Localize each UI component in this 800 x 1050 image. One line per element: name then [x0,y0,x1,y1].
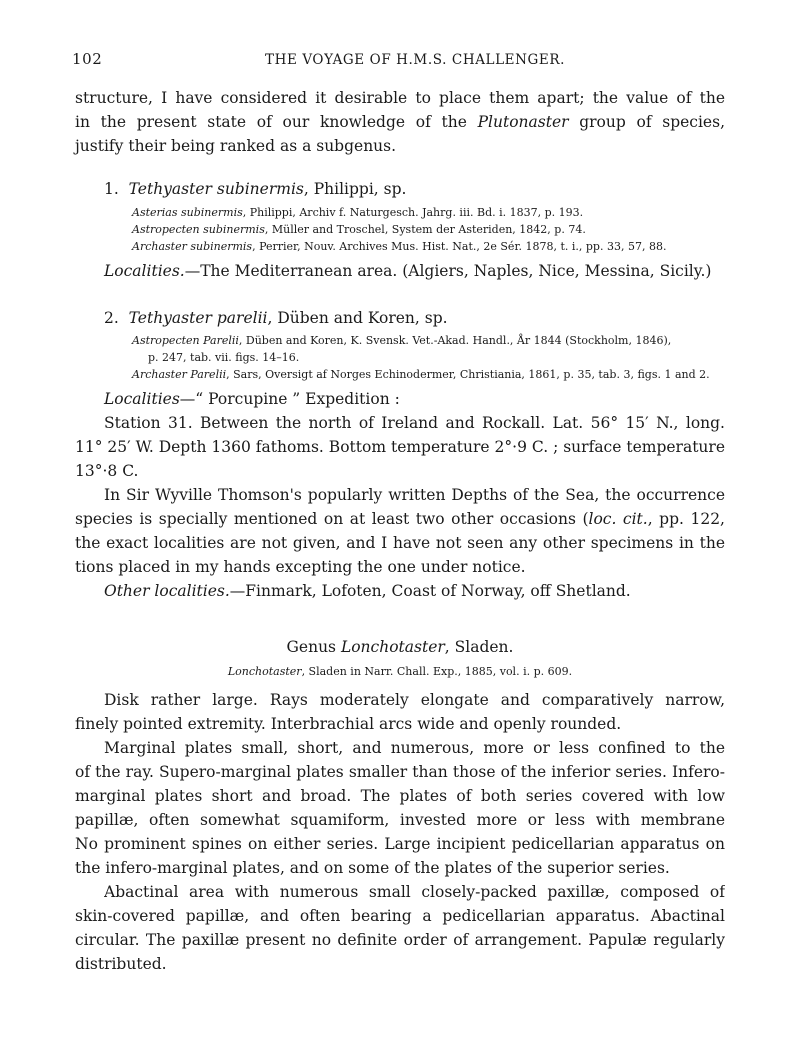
species-1-ref-2: Astropecten subinermis, Müller and Troschel, System der Asteriden, 1842, p. 74. [132,223,586,236]
genus-reference: Lonchotaster, Sladen in Narr. Chall. Exp., 1885, vol. i. p. 609. [227,665,573,678]
species-2-localities: Localities—“ Porcupine ” Expedition : [104,390,400,408]
species-2-para-line-3: the exact localities are not given, and I have not seen any other specimens in the [75,534,725,552]
species-2-name: Tethyaster parelii [128,309,268,327]
genus-p2-line-6: the infero-marginal plates, and on some of the plates of the superior series. [75,859,670,877]
page-number: 102 [72,50,103,68]
species-1-ref-3: Archaster subinermis, Perrier, Nouv. Archives Mus. Hist. Nat., 2e Sér. 1878, t. i., pp. 33, 57, 88. [132,240,667,253]
species-2-ref-1-cont: p. 247, tab. vii. figs. 14–16. [148,351,300,364]
genus-title: Genus Lonchotaster, Sladen. [286,638,514,656]
species-2-para-line-2: species is specially mentioned on at least two other occasions (loc. cit., pp. 122, [75,510,725,528]
station-line-3: 13°·8 C. [75,462,139,480]
species-1-name: Tethyaster subinermis [128,180,304,198]
genus-name-italic: Plutonaster [477,113,569,131]
intro-line-3: justify their being ranked as a subgenus. [75,137,397,155]
species-1-ref-1: Asterias subinermis, Philippi, Archiv f. Naturgesch. Jahrg. iii. Bd. i. 1837, p. 193. [132,206,584,219]
genus-p1-line-2: finely pointed extremity. Interbrachial arcs wide and openly rounded. [75,715,622,733]
species-2-para-line-4: tions placed in my hands excepting the one under notice. [75,558,526,576]
species-1-heading: 1. Tethyaster subinermis, Philippi, sp. [104,180,407,198]
running-title: THE VOYAGE OF H.M.S. CHALLENGER. [265,52,566,68]
genus-p2-line-1: Marginal plates small, short, and numerous, more or less confined to the [104,739,725,757]
genus-p3-line-2: skin-covered papillæ, and often bearing a pedicellarian apparatus. Abactinal [75,907,725,925]
species-2-para-line-1: In Sir Wyville Thomson's popularly written Depths of the Sea, the occurrence [104,486,725,504]
genus-p3-line-1: Abactinal area with numerous small closely-packed paxillæ, composed of [104,883,725,901]
genus-p2-line-2: of the ray. Supero-marginal plates smaller than those of the inferior series. Infero- [75,763,725,781]
intro-line-1: structure, I have considered it desirable to place them apart; the value of the [75,89,725,107]
genus-p3-line-4: distributed. [75,955,167,973]
species-1-localities: Localities.—The Mediterranean area. (Algiers, Naples, Nice, Messina, Sicily.) [104,262,712,280]
genus-p3-line-3: circular. The paxillæ present no definite order of arrangement. Papulæ regularly [75,931,725,949]
station-line-2: 11° 25′ W. Depth 1360 fathoms. Bottom temperature 2°·9 C. ; surface temperature [75,438,725,456]
species-2-ref-1: Astropecten Parelii, Düben and Koren, K. Svensk. Vet.-Akad. Handl., År 1844 (Stockholm, 1846), [132,334,672,347]
species-2-other-localities: Other localities.—Finmark, Lofoten, Coast of Norway, off Shetland. [104,582,631,600]
species-2-ref-2: Archaster Parelii, Sars, Oversigt af Norges Echinodermer, Christiania, 1861, p. 35, tab. 3, figs. 1 and 2. [132,368,710,381]
intro-line-2: in the present state of our knowledge of the Plutonaster group of species, [75,113,725,131]
species-2-heading: 2. Tethyaster parelii, Düben and Koren, sp. [104,309,448,327]
station-line-1: Station 31. Between the north of Ireland and Rockall. Lat. 56° 15′ N., long. [104,414,725,432]
genus-p2-line-5: No prominent spines on either series. Large incipient pedicellarian apparatus on [75,835,725,853]
genus-p2-line-3: marginal plates short and broad. The plates of both series covered with low [75,787,725,805]
genus-p2-line-4: papillæ, often somewhat squamiform, invested more or less with membrane [75,811,725,829]
genus-p1-line-1: Disk rather large. Rays moderately elongate and comparatively narrow, [104,691,725,709]
